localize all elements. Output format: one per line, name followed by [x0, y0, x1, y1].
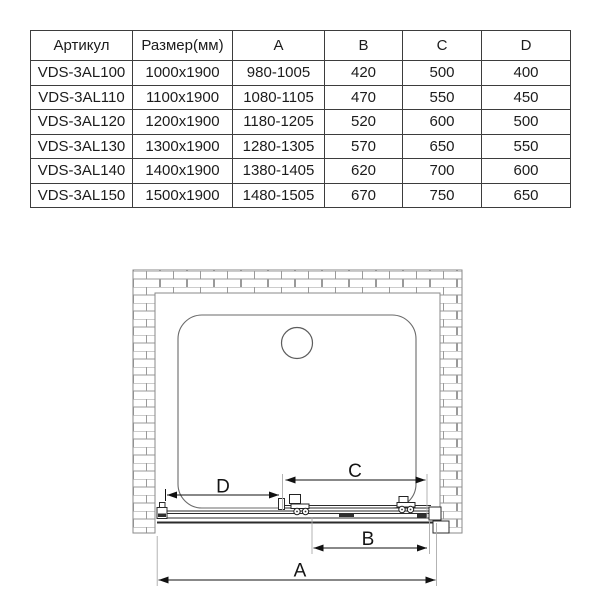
table-cell: 600 [403, 110, 482, 135]
table-cell: 400 [482, 61, 571, 86]
dimension-label-c: C [348, 461, 362, 482]
table-cell: 670 [325, 183, 403, 208]
column-header: Размер(мм) [133, 31, 233, 61]
table-cell: 700 [403, 159, 482, 184]
column-header: C [403, 31, 482, 61]
table-cell: 1000x1900 [133, 61, 233, 86]
table-cell: 650 [403, 134, 482, 159]
table-cell: 1380-1405 [233, 159, 325, 184]
door-edge-cap [279, 499, 285, 510]
column-header: B [325, 31, 403, 61]
table-cell: VDS-3AL110 [31, 85, 133, 110]
table-cell: 1280-1305 [233, 134, 325, 159]
table-cell: 750 [403, 183, 482, 208]
table-cell: 420 [325, 61, 403, 86]
column-header: Артикул [31, 31, 133, 61]
table-row [31, 85, 571, 110]
column-header: A [233, 31, 325, 61]
table-cell: VDS-3AL140 [31, 159, 133, 184]
header-row [31, 31, 571, 61]
table-cell: VDS-3AL130 [31, 134, 133, 159]
table-cell: 500 [403, 61, 482, 86]
table-cell: 570 [325, 134, 403, 159]
dimension-label-d: D [216, 476, 230, 498]
table-row [31, 159, 571, 184]
dimension-label-b: B [361, 529, 375, 550]
table-cell: VDS-3AL100 [31, 61, 133, 86]
table-row [31, 134, 571, 159]
table-cell: 1300x1900 [133, 134, 233, 159]
table-cell: 1080-1105 [233, 85, 325, 110]
table-cell: 1500x1900 [133, 183, 233, 208]
table-cell: 980-1005 [233, 61, 325, 86]
table-cell: 1200x1900 [133, 110, 233, 135]
drain-circle [282, 328, 313, 359]
roller-right [397, 497, 415, 513]
table-row [31, 183, 571, 208]
table-cell: 550 [482, 134, 571, 159]
table-cell: 1400x1900 [133, 159, 233, 184]
table-row [31, 61, 571, 86]
table-cell: 1480-1505 [233, 183, 325, 208]
size-table [30, 30, 571, 208]
size-table-header [31, 31, 571, 61]
table-cell: 650 [482, 183, 571, 208]
dimension-label-a: A [293, 560, 307, 582]
table-cell: 600 [482, 159, 571, 184]
installation-diagram [0, 240, 600, 600]
table-cell: 450 [482, 85, 571, 110]
size-table-body [31, 61, 571, 208]
table-cell: 1180-1205 [233, 110, 325, 135]
column-header: D [482, 31, 571, 61]
table-cell: VDS-3AL120 [31, 110, 133, 135]
table-cell: 500 [482, 110, 571, 135]
table-cell: 520 [325, 110, 403, 135]
table-cell: 470 [325, 85, 403, 110]
table-cell: VDS-3AL150 [31, 183, 133, 208]
table-cell: 1100x1900 [133, 85, 233, 110]
table-cell: 620 [325, 159, 403, 184]
table-cell: 550 [403, 85, 482, 110]
left-wall-profile [157, 503, 167, 519]
table-row [31, 110, 571, 135]
